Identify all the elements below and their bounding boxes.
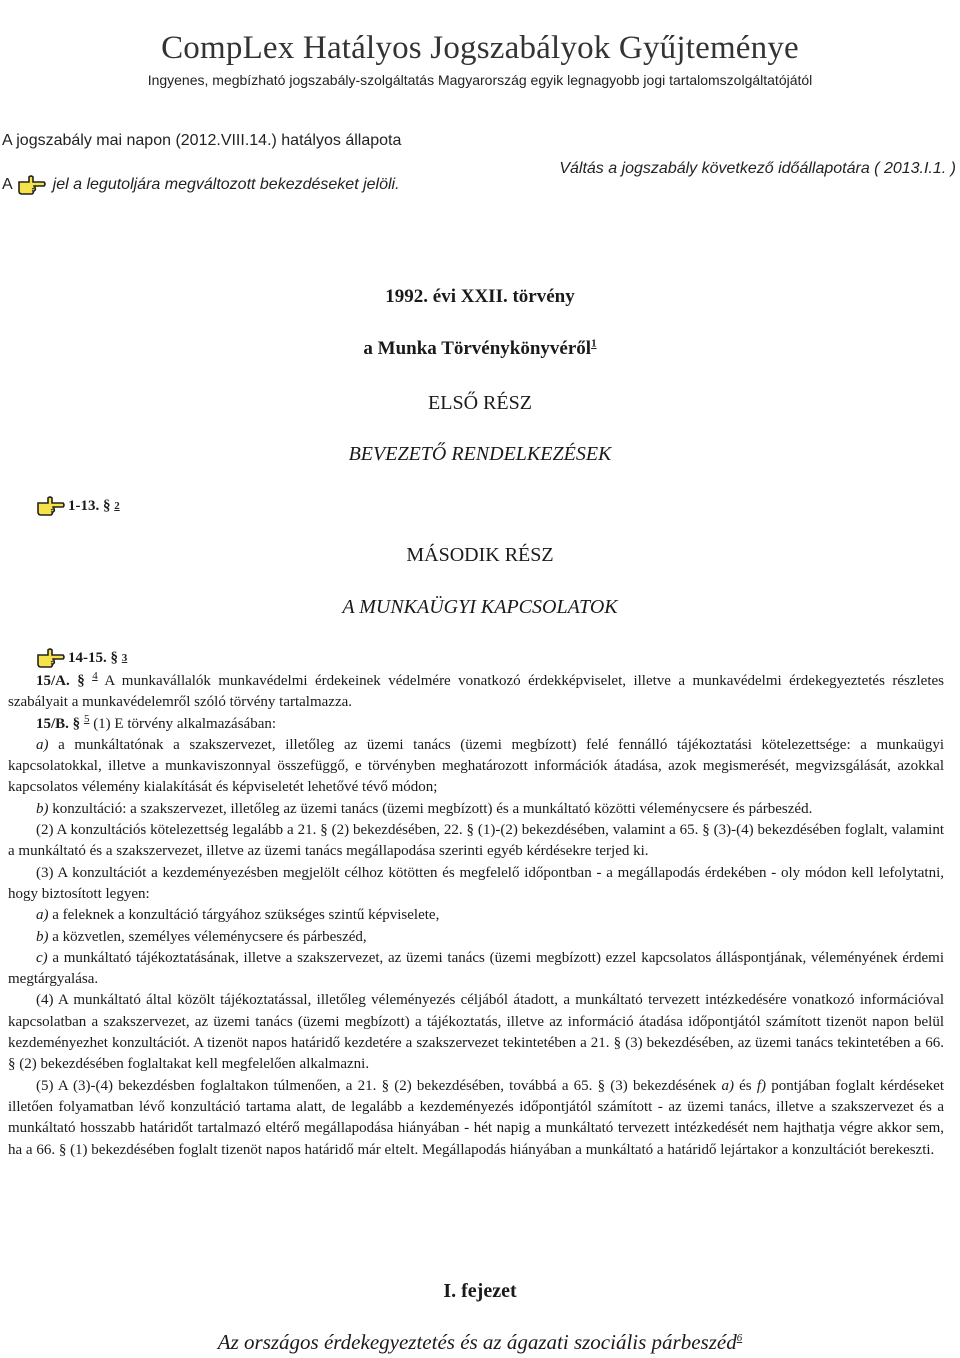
paragraph-5 — [8, 1076, 944, 1161]
chapter-title-text: Az országos érdekegyeztetés és az ágazati szociális párbeszéd — [217, 1330, 737, 1354]
point-text: a feleknek a konzultáció tárgyához szükséges szintű képviselete, — [48, 907, 440, 924]
site-title: CompLex Hatályos Jogszabályok Gyűjteménye — [161, 30, 799, 66]
paragraph-text: és — [733, 1077, 757, 1094]
site-subtitle: Ingyenes, megbízható jogszabály-szolgáltatás Magyarország egyik legnagyobb jogi tartalomszolgáltatójától — [147, 72, 813, 88]
point-label: a) — [36, 907, 49, 924]
law-body-text — [8, 671, 944, 1161]
point-a — [8, 735, 944, 799]
section-number: 15/A. § — [36, 673, 85, 689]
footnote-ref-5[interactable]: 5 — [83, 712, 90, 725]
footnote-ref-1[interactable]: 1 — [591, 337, 597, 350]
point-b — [8, 799, 944, 820]
pointing-hand-icon — [17, 174, 47, 196]
point-3b — [8, 927, 944, 948]
paragraph-4: (4) A munkáltató által közölt tájékoztatással, illetőleg véleményezés céljából átadott, a munkáltató tervezett intézkedésére vonatkozó információval kapcsolatban a szakszervezet, az üzemi tanács (üzemi megbízott) a tájékoztatás, illetve az információ átadása időpontjától számított tizenöt napon belül kezdeményezhet konzultációt. A tizenöt napos határidő kezdetére a szakszervezet tekintetében a 21. § (3) bekezdésében, az üzemi tanács tekintetében a 66. § (2) bekezdésében foglaltakat kell megfelelően alkalmazni. — [8, 992, 944, 1073]
part-2-title: A MUNKAÜGYI KAPCSOLATOK — [342, 596, 618, 618]
marker-legend — [2, 174, 400, 196]
pointing-hand-icon — [36, 647, 66, 669]
current-state-line: A jogszabály mai napon (2012.VIII.14.) hatályos állapota — [2, 132, 402, 149]
part-1-label: ELSŐ RÉSZ — [428, 392, 532, 414]
point-label: c) — [36, 949, 48, 966]
point-label: a) — [721, 1077, 734, 1094]
marker-legend-prefix: A — [2, 176, 13, 193]
chapter-label: I. fejezet — [443, 1280, 517, 1302]
next-state-link[interactable]: Váltás a jogszabály következő időállapotára ( 2013.I.1. ) — [559, 160, 956, 177]
marker-legend-text: jel a legutoljára megváltozott bekezdéseket jelöli. — [52, 176, 400, 193]
section-text: A munkavállalók munkavédelmi érdekeinek védelmére vonatkozó érdekképviselet, illetve a munkavédelmi érdekegyeztetés részletes szabályait a munkavédelemről szóló törvény tartalmazza. — [8, 673, 944, 711]
paragraph-text: (1) E törvény alkalmazásában: — [89, 715, 277, 732]
point-label: b) — [36, 800, 49, 817]
law-title — [0, 338, 960, 360]
law-title-text: a Munka Törvénykönyvéről — [363, 338, 592, 359]
paragraph-text: (5) A (3)-(4) bekezdésben foglaltakon túlmenően, a 21. § (2) bekezdésében, továbbá a 65. § (3) bekezdésének — [36, 1077, 722, 1094]
point-text: a közvetlen, személyes véleménycsere és párbeszéd, — [48, 928, 367, 945]
paragraph-3: (3) A konzultációt a kezdeményezésben megjelölt célhoz kötötten és megfelelő időpontban - a megállapodás érdekében - oly módon kell lefolytatni, hogy biztosított legyen: — [8, 864, 944, 902]
section-number: 15/B. § — [36, 715, 81, 732]
pointing-hand-icon — [36, 495, 66, 517]
part-1-title: BEVEZETŐ RENDELKEZÉSEK — [348, 443, 612, 465]
point-3c — [8, 948, 944, 991]
point-text: konzultáció: a szakszervezet, illetőleg az üzemi tanács (üzemi megbízott) és a munkáltató közötti véleménycsere és párbeszéd. — [48, 800, 813, 817]
point-3a — [8, 905, 944, 926]
point-label: f) — [756, 1077, 766, 1094]
section-15a — [8, 671, 944, 714]
footnote-ref-6[interactable]: 6 — [736, 1332, 743, 1344]
section-15b-p1 — [8, 714, 944, 735]
repealed-section-1-13: 1-13. § 2 — [36, 495, 120, 517]
paragraph-text: pontjában foglalt kérdéseket illetően folyamatban lévő konzultáció tartama alatt, de legalább a kezdeményezés időpontjától számított - az üzemi tanács, illetve a szakszervezet és a munkáltató hosszabb határidőt tartalmazó eltérő megállapodása hiányában - hét napig a munkáltató tervezett intézkedését nem hajthatja végre akkor sem, ha a 66. § (1) bekezdésében foglalt tizenöt napos határidő már eltelt. Megállapodás hiányában a munkáltató a határidő lejártakor a konzultációt berekeszti. — [8, 1077, 945, 1158]
repealed-section-14-15: 14-15. § 3 — [36, 647, 127, 669]
footnote-ref-4[interactable]: 4 — [92, 670, 98, 682]
point-label: a) — [36, 736, 49, 753]
point-text: a munkáltató tájékoztatásának, illetve a szakszervezet, az üzemi tanács (üzemi megbízott) ezzel kapcsolatos álláspontjának, véleményének érdemi megtárgyalása. — [8, 949, 944, 988]
section-range-label: 1-13. § — [68, 497, 111, 514]
law-number: 1992. évi XXII. törvény — [385, 286, 575, 307]
paragraph-2: (2) A konzultációs kötelezettség legalább a 21. § (2) bekezdésében, 22. § (1)-(2) bekezdésében, valamint a 65. § (3)-(4) bekezdésében foglalt, valamint a munkáltató és a szakszervezet, illetve az üzemi tanács megállapodása szerinti egyéb kérdésekre terjed ki. — [8, 822, 944, 860]
point-label: b) — [36, 928, 49, 945]
chapter-title — [0, 1330, 960, 1355]
part-2-label: MÁSODIK RÉSZ — [406, 544, 554, 566]
section-range-label: 14-15. § — [68, 649, 118, 666]
point-text: a munkáltatónak a szakszervezet, illetőleg az üzemi tanács (üzemi megbízott) felé fennálló tájékoztatási kötelezettsége: a munkaügyi kapcsolatokkal, illetve a munkaviszonnyal összefüggő, e törvényben meghatározott információk átadása, azok megismerését, megvizsgálását, azokkal kapcsolatos vélemény kialakítását és képviseletét lehetővé tévő módon; — [8, 736, 944, 796]
